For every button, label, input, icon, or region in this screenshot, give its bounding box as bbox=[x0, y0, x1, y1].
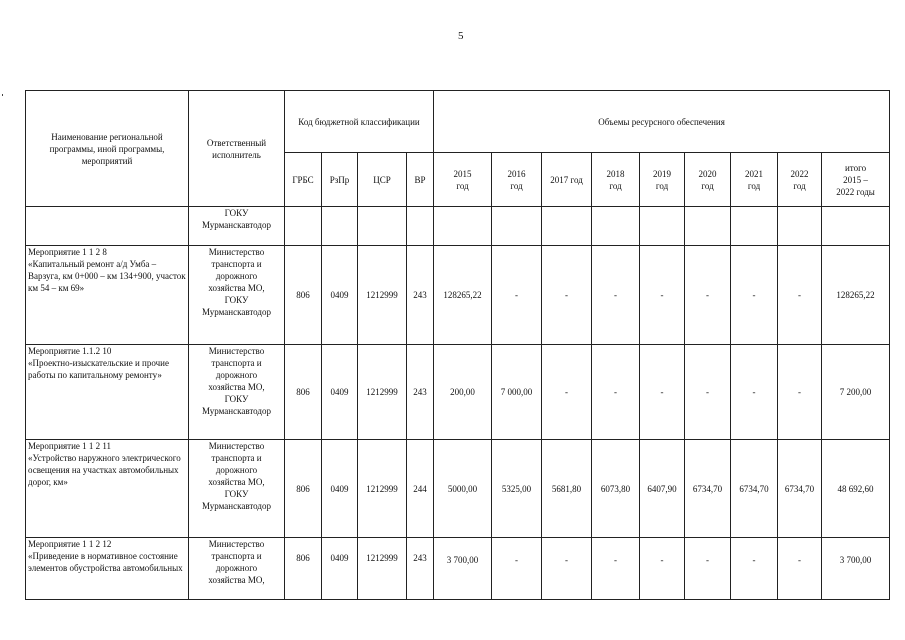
table-cell-value: - bbox=[685, 246, 731, 345]
table-cell bbox=[358, 207, 407, 246]
table-cell-grbs: 806 bbox=[285, 440, 322, 538]
table-cell-value: 7 000,00 bbox=[492, 345, 542, 440]
table-cell-value: 6734,70 bbox=[731, 440, 778, 538]
header-code-rzpr: РзПр bbox=[322, 153, 358, 207]
header-code-csr: ЦСР bbox=[358, 153, 407, 207]
table-row bbox=[26, 246, 890, 345]
resource-table bbox=[25, 90, 890, 600]
header-year: 2015 год bbox=[434, 153, 492, 207]
table-cell-value: - bbox=[542, 538, 592, 600]
table-cell bbox=[322, 207, 358, 246]
table-cell-value: - bbox=[542, 345, 592, 440]
table-cell-vr: 243 bbox=[407, 345, 434, 440]
table-row-continuation bbox=[26, 207, 890, 246]
table-cell-grbs: 806 bbox=[285, 538, 322, 600]
table-cell-value: - bbox=[640, 246, 685, 345]
header-year: 2021 год bbox=[731, 153, 778, 207]
header-year: 2018 год bbox=[592, 153, 640, 207]
table-cell-value: 6734,70 bbox=[685, 440, 731, 538]
table-cell-responsible: Министерство транспорта и дорожного хозяйства МО, ГОКУ Мурманскавтодор bbox=[189, 246, 285, 345]
table-cell-value: - bbox=[731, 246, 778, 345]
table-cell-vr: 244 bbox=[407, 440, 434, 538]
table-cell-value: - bbox=[592, 345, 640, 440]
table-cell-value: - bbox=[778, 246, 822, 345]
table-cell-rzpr: 0409 bbox=[322, 538, 358, 600]
table-cell bbox=[778, 207, 822, 246]
table-cell bbox=[731, 207, 778, 246]
table-cell-value: - bbox=[640, 538, 685, 600]
table-cell-value: - bbox=[731, 345, 778, 440]
header-year: 2016 год bbox=[492, 153, 542, 207]
table-cell-rzpr: 0409 bbox=[322, 440, 358, 538]
scan-edge-mark bbox=[2, 94, 3, 96]
table-cell-value: 5325,00 bbox=[492, 440, 542, 538]
table-cell-vr: 243 bbox=[407, 246, 434, 345]
table-cell-csr: 1212999 bbox=[358, 538, 407, 600]
table-cell bbox=[407, 207, 434, 246]
header-responsible: Ответственный исполнитель bbox=[189, 91, 285, 207]
table-cell-total: 7 200,00 bbox=[822, 345, 890, 440]
table-cell-csr: 1212999 bbox=[358, 345, 407, 440]
header-budget-code: Код бюджетной классификации bbox=[285, 91, 434, 153]
table-cell-value: - bbox=[778, 345, 822, 440]
table-cell bbox=[26, 207, 189, 246]
table-cell-value: - bbox=[685, 538, 731, 600]
table-cell bbox=[542, 207, 592, 246]
table-cell-total: 128265,22 bbox=[822, 246, 890, 345]
table-cell bbox=[685, 207, 731, 246]
table-cell-value: - bbox=[492, 246, 542, 345]
table-row bbox=[26, 440, 890, 538]
table-cell-value: 128265,22 bbox=[434, 246, 492, 345]
table-cell-rzpr: 0409 bbox=[322, 345, 358, 440]
table-cell-value: 6073,80 bbox=[592, 440, 640, 538]
table-cell-responsible: Министерство транспорта и дорожного хозяйства МО, bbox=[189, 538, 285, 600]
table-cell-responsible: Министерство транспорта и дорожного хозяйства МО, ГОКУ Мурманскавтодор bbox=[189, 345, 285, 440]
table-cell bbox=[640, 207, 685, 246]
header-total: итого 2015 – 2022 годы bbox=[822, 153, 890, 207]
table-cell-responsible: Министерство транспорта и дорожного хозяйства МО, ГОКУ Мурманскавтодор bbox=[189, 440, 285, 538]
table-cell-value: - bbox=[592, 538, 640, 600]
table-row bbox=[26, 538, 890, 600]
table-cell-csr: 1212999 bbox=[358, 246, 407, 345]
table-cell-total: 48 692,60 bbox=[822, 440, 890, 538]
table-cell-value: 200,00 bbox=[434, 345, 492, 440]
table-cell-responsible: ГОКУ Мурманскавтодор bbox=[189, 207, 285, 246]
table-cell-vr: 243 bbox=[407, 538, 434, 600]
table-cell bbox=[822, 207, 890, 246]
table-cell-name: Мероприятие 1 1 2 11 «Устройство наружного электрического освещения на участках автомобильных дорог, км» bbox=[26, 440, 189, 538]
table-cell-value: - bbox=[685, 345, 731, 440]
table-cell-value: - bbox=[640, 345, 685, 440]
table-cell-value: 5681,80 bbox=[542, 440, 592, 538]
table-cell-rzpr: 0409 bbox=[322, 246, 358, 345]
table-cell-value: 6734,70 bbox=[778, 440, 822, 538]
table-cell-value: - bbox=[492, 538, 542, 600]
table-cell-name: Мероприятие 1.1.2 10 «Проектно-изыскательские и прочие работы по капитальному ремонту» bbox=[26, 345, 189, 440]
header-year: 2017 год bbox=[542, 153, 592, 207]
table-cell-value: - bbox=[778, 538, 822, 600]
header-year: 2019 год bbox=[640, 153, 685, 207]
table-cell-grbs: 806 bbox=[285, 246, 322, 345]
table-cell bbox=[492, 207, 542, 246]
table-cell-value: 5000,00 bbox=[434, 440, 492, 538]
table-cell bbox=[592, 207, 640, 246]
table-cell-name: Мероприятие 1 1 2 12 «Приведение в нормативное состояние элементов обустройства автомобильных bbox=[26, 538, 189, 600]
table-cell-grbs: 806 bbox=[285, 345, 322, 440]
header-code-grbs: ГРБС bbox=[285, 153, 322, 207]
table-cell-total: 3 700,00 bbox=[822, 538, 890, 600]
header-year: 2020 год bbox=[685, 153, 731, 207]
header-resources: Объемы ресурсного обеспечения bbox=[434, 91, 890, 153]
header-code-vr: ВР bbox=[407, 153, 434, 207]
table-cell-value: - bbox=[592, 246, 640, 345]
table-cell-csr: 1212999 bbox=[358, 440, 407, 538]
header-name: Наименование региональной программы, иной программы, мероприятий bbox=[26, 91, 189, 207]
table-cell bbox=[434, 207, 492, 246]
table-cell-value: - bbox=[542, 246, 592, 345]
table-cell-value: - bbox=[731, 538, 778, 600]
table-row bbox=[26, 345, 890, 440]
page-number: 5 bbox=[458, 30, 464, 42]
table-cell bbox=[285, 207, 322, 246]
header-year: 2022 год bbox=[778, 153, 822, 207]
table-cell-value: 3 700,00 bbox=[434, 538, 492, 600]
table-cell-value: 6407,90 bbox=[640, 440, 685, 538]
table-cell-name: Мероприятие 1 1 2 8 «Капитальный ремонт а/д Умба – Варзуга, км 0+000 – км 134+900, участок км 54 – км 69» bbox=[26, 246, 189, 345]
